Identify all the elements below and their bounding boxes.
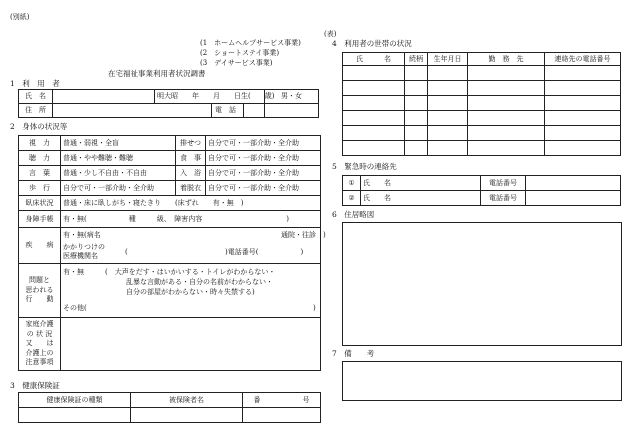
dressing-label: 着脱衣 [176,181,206,196]
section1-heading: 1 利 用 者 [10,79,60,88]
phone-value[interactable] [265,104,319,118]
physical-condition-table [18,135,326,371]
emergency-contact-1-name[interactable]: 氏 名 [361,176,481,191]
behavior-other-close: ) [313,304,316,312]
hearing-label: 聴 力 [19,151,61,166]
illness-visit: 通院・往診 ) [281,231,326,239]
insurance-number-header: 番 号 [243,393,321,408]
insurance-number-value[interactable] [243,408,321,423]
household-row [343,96,621,111]
insured-name-header: 被保険者名 [131,393,243,408]
toilet-label: 排せつ [176,136,206,151]
behavior-other: その他( [63,304,87,312]
meal-options: 自分で可・一部介助・全介助 [206,151,321,166]
household-birthdate-header: 生年月日 [428,53,468,66]
care-notes-value[interactable] [61,318,321,371]
service-line-3: (3 デイサービス事業) [200,59,273,67]
section7-heading: 7 備 考 [332,349,375,358]
handbook-label: 身障手帳 [19,211,61,228]
document-title: 在宅福祉事業利用者状況調書 [108,69,206,78]
name-value[interactable] [53,90,155,104]
toilet-options: 自分で可・一部介助・全介助 [206,136,321,151]
hospital-phone: )電話番号( ) [225,248,304,256]
household-name-header: 氏 名 [343,53,405,66]
address-label: 住 所 [19,104,53,118]
emergency-contact-2-phone-value[interactable] [526,191,621,206]
insured-name-value[interactable] [131,408,243,423]
annex-label: (別紙) [10,13,30,21]
insurance-type-value[interactable] [19,408,131,423]
hospital-paren: ( [125,248,128,256]
bed-status-label: 臥床状況 [19,196,61,211]
section6-heading: 6 住居略図 [332,210,375,219]
address-value[interactable] [53,104,265,118]
household-relation-header: 続柄 [405,53,428,66]
dressing-options: 自分で可・一部介助・全介助 [206,181,321,196]
bath-options: 自分で可・一部介助・全介助 [206,166,321,181]
emergency-contact-table [342,175,621,206]
sight-label: 視 力 [19,136,61,151]
user-table [18,89,319,118]
behavior-line-3: 自分の部屋がわからない・時々失禁する) [126,288,255,296]
speech-label: 言 葉 [19,166,61,181]
remarks-area[interactable] [342,361,622,401]
hospital-label-2: 医療機関名 [63,252,98,260]
household-row [343,126,621,141]
care-notes-label: 家庭介護 の 状 況 又 は 介護上の 注意事項 [19,318,61,371]
emergency-contact-2-no: ② [343,191,361,206]
emergency-contact-2-phone-label: 電話番号 [481,191,526,206]
hearing-options: 普通・やや難聴・難聴 [61,151,176,166]
illness-line: 有・無(病名 [63,231,101,239]
household-phone-header: 連絡先の電話番号 [545,53,621,66]
walking-label: 歩 行 [19,181,61,196]
walking-options: 自分で可・一部介助・全介助 [61,181,176,196]
section2-heading: 2 身体の状況等 [10,122,68,131]
illness-label: 疾 病 [19,228,61,264]
section5-heading: 5 緊急時の連絡先 [332,162,397,171]
household-row [343,141,621,156]
front-side-label: (表) [324,30,337,38]
phone-label: 電 話 [215,106,236,114]
emergency-contact-1-phone-label: 電話番号 [481,176,526,191]
emergency-contact-1-phone-value[interactable] [526,176,621,191]
household-table [342,52,621,156]
hospital-label-1: かかりつけの [63,243,105,251]
service-line-2: (2 ショートステイ事業) [200,49,280,57]
name-label: 氏 名 [19,90,53,104]
handbook-options: 有・無( 種 級、 障害内容 ) [61,211,321,228]
behavior-line-1: 有・無 ( 大声をだす・はいかいする・トイレがわからない・ [63,268,276,276]
residence-sketch-area[interactable] [342,222,622,346]
behavior-field [61,264,321,318]
sight-options: 普通・弱視・全盲 [61,136,176,151]
birth-field: 明大昭 年 月 日生( 歳) [155,90,265,104]
household-row [343,66,621,81]
bath-label: 入 浴 [176,166,206,181]
gender-field: 男・女 [265,90,319,104]
insurance-table [18,392,321,423]
section4-heading: 4 利用者の世帯の状況 [332,39,412,48]
meal-label: 食 事 [176,151,206,166]
behavior-line-2: 乱暴な言動がある・自分の名前がわからない・ [126,278,273,286]
behavior-label: 問題と 思われる 行 動 [19,264,61,318]
service-line-1: (1 ホームヘルプサービス事業) [200,39,301,47]
illness-field [61,228,326,264]
emergency-contact-1-no: ① [343,176,361,191]
insurance-type-header: 健康保険証の種類 [19,393,131,408]
household-row [343,81,621,96]
emergency-contact-2-name[interactable]: 氏 名 [361,191,481,206]
bed-status-options: 普通・床に臥しがち・寝たきり (床ずれ 有・無 ) [61,196,321,211]
section3-heading: 3 健康保険証 [10,381,60,390]
household-workplace-header: 勤 務 先 [468,53,545,66]
speech-options: 普通・少し不自由・不自由 [61,166,176,181]
household-row [343,111,621,126]
